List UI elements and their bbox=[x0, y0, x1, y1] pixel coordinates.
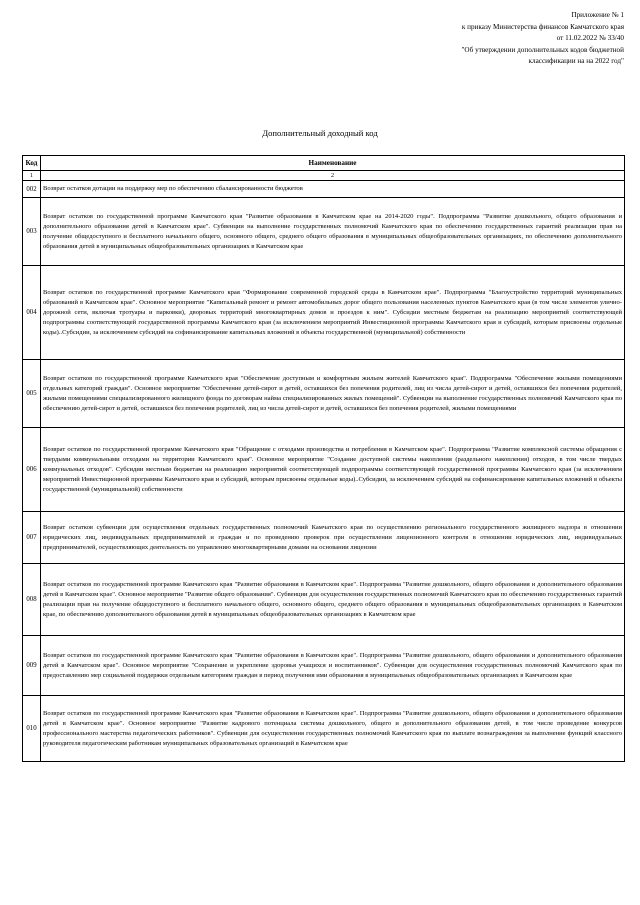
appendix-line: Приложение № 1 bbox=[571, 11, 624, 19]
table-row bbox=[23, 636, 625, 696]
column-number-row bbox=[23, 171, 625, 181]
codes-table bbox=[22, 155, 625, 762]
appendix-line: к приказу Министерства финансов Камчатского края bbox=[461, 22, 624, 31]
row-code: 004 bbox=[23, 266, 41, 360]
row-name: Возврат остатков по государственной программе Камчатского края "Развитие образования в Камчатском крае на 2014-2020 годы". Подпрограмма "Развитие дошкольного, общего образования и дополнительного образования детей в Камчатском крае". Субвенции на выполнение государственных полномочий Камчатского края по обеспечению государственных гарантий реализации прав на получение общедоступного и бесплатного начального общего, основного общего, среднего общего образования в муниципальных общеобразовательных организациях, по обеспечению дополнительного образования детей в муниципальных общеобразовательных организациях в Камчатском крае bbox=[41, 198, 625, 266]
row-code: 008 bbox=[23, 564, 41, 636]
table-row bbox=[23, 181, 625, 198]
table-row bbox=[23, 512, 625, 564]
page-title: Дополнительный доходный код bbox=[262, 128, 378, 138]
row-code: 005 bbox=[23, 360, 41, 428]
row-code: 002 bbox=[23, 181, 41, 198]
appendix-line: от 11.02.2022 № 33/40 bbox=[556, 34, 624, 43]
row-code: 003 bbox=[23, 198, 41, 266]
row-name: Возврат остатков дотации на поддержку мер по обеспечению сбалансированности бюджетов bbox=[41, 181, 625, 198]
table-row bbox=[23, 266, 625, 360]
table-row bbox=[23, 564, 625, 636]
appendix-header bbox=[364, 10, 624, 68]
table-header-row bbox=[23, 156, 625, 171]
header-code: Код bbox=[23, 156, 41, 171]
row-name: Возврат остатков субвенции для осуществления отдельных государственных полномочий Камчатского края по осуществлению регионального государственного жилищного надзора в отношении юридических лиц, индивидуальных предпринимателей и граждан и по проведению проверок при осуществлении лицензионного контроля в отношении юридических лиц, индивидуальных предпринимателей, осуществляющих деятельность по управлению многоквартирными домами на основании лицензии bbox=[41, 512, 625, 564]
table-row bbox=[23, 360, 625, 428]
table-row bbox=[23, 696, 625, 762]
column-number-code: 1 bbox=[23, 171, 41, 181]
header-name: Наименование bbox=[41, 156, 625, 171]
row-code: 009 bbox=[23, 636, 41, 696]
column-number-name: 2 bbox=[41, 171, 625, 181]
row-name: Возврат остатков по государственной программе Камчатского края "Обеспечение доступным и комфортным жильем жителей Камчатского края". Подпрограмма "Обеспечение жилыми помещениями отдельных категорий граждан". Основное мероприятие "Обеспечение детей-сирот и детей, оставшихся без попечения родителей, лиц из числа детей-сирот и детей, оставшихся без попечения родителей, жилыми помещениями специализированного жилищного фонда по договорам найма специализированных жилых помещений". Субвенции на выполнение государственных полномочий Камчатского края по обеспечению детей-сирот и детей, оставшихся без попечения родителей, лиц из числа детей-сирот и детей, оставшихся без попечения родителей, жилыми помещениями bbox=[41, 360, 625, 428]
row-code: 007 bbox=[23, 512, 41, 564]
row-name: Возврат остатков по государственной программе Камчатского края "Развитие образования в Камчатском крае". Подпрограмма "Развитие дошкольного, общего образования и дополнительного образования детей в Камчатском крае". Основное мероприятие "Сохранение и укрепление здоровья учащихся и воспитанников". Субвенции для осуществления государственных полномочий Камчатского края по предоставлению мер социальной поддержки отдельным категориям граждан в период получения ими образования в муниципальных общеобразовательных организациях в Камчатском крае bbox=[41, 636, 625, 696]
row-name: Возврат остатков по государственной программе Камчатского края "Развитие образования в Камчатском крае". Подпрограмма "Развитие дошкольного, общего образования и дополнительного образования детей в Камчатском крае". Основное мероприятие "Развитие кадрового потенциала системы дошкольного, общего и дополнительного образования детей, в том числе проведение конкурсов профессионального мастерства педагогических работников". Субвенции для осуществления государственных полномочий Камчатского края по выплате вознаграждения за выполнение функций классного руководителя педагогическим работникам муниципальных образовательных организаций в Камчатском крае bbox=[41, 696, 625, 762]
table-row bbox=[23, 198, 625, 266]
row-code: 006 bbox=[23, 428, 41, 512]
row-name: Возврат остатков по государственной программе Камчатского края "Развитие образования в Камчатском крае". Подпрограмма "Развитие дошкольного, общего образования и дополнительного образования детей в Камчатском крае". Основное мероприятие "Развитие общего образования". Субвенции для осуществления государственных полномочий Камчатского края по обеспечению государственных гарантий реализации прав на получение общедоступного и бесплатного начального общего, основного общего, среднего общего образования в муниципальных общеобразовательных организациях в Камчатском крае, по обеспечению дополнительного образования детей в муниципальных общеобразовательных организациях в Камчатском крае bbox=[41, 564, 625, 636]
appendix-line: классификации на на 2022 год" bbox=[528, 57, 624, 66]
appendix-line: "Об утверждении дополнительных кодов бюджетной bbox=[461, 45, 624, 54]
row-name: Возврат остатков по государственной программе Камчатского края "Формирование современной городской среды в Камчатском крае". Подпрограмма "Благоустройство территорий муниципальных образований в Камчатском крае". Основное мероприятие "Капитальный ремонт и ремонт автомобильных дорог общего пользования населенных пунктов Камчатского края (в том числе элементов улично-дорожной сети, включая тротуары и парковки), дворовых территорий многоквартирных домов и проездов к ним". Субсидии местным бюджетам на реализацию мероприятий соответствующей подпрограммы соответствующей государственной программы Камчатского края (за исключением мероприятий Инвестиционной программы Камчатского края и субсидий, которым присвоены отдельные коды)..Субсидии, за исключением субсидий на софинансирование капитальных вложений в объекты государственной (муниципальной) собственности bbox=[41, 266, 625, 360]
row-code: 010 bbox=[23, 696, 41, 762]
row-name: Возврат остатков по государственной программе Камчатского края "Обращение с отходами производства и потребления в Камчатском крае". Подпрограмма "Развитие комплексной системы обращения с твердыми коммунальными отходами на территории Камчатского края". Основное мероприятие "Создание доступной системы накопления (раздельного накопления) отходов, в том числе твердых коммунальных отходов". Субсидии местным бюджетам на реализацию мероприятий соответствующей подпрограммы соответствующей государственной программы Камчатского края (за исключением мероприятий Инвестиционной программы Камчатского края и субсидий, которым присвоены отдельные коды)..Субсидии, за исключением субсидий на софинансирование капитальных вложений в объекты государственной (муниципальной) собственности bbox=[41, 428, 625, 512]
table-row bbox=[23, 428, 625, 512]
